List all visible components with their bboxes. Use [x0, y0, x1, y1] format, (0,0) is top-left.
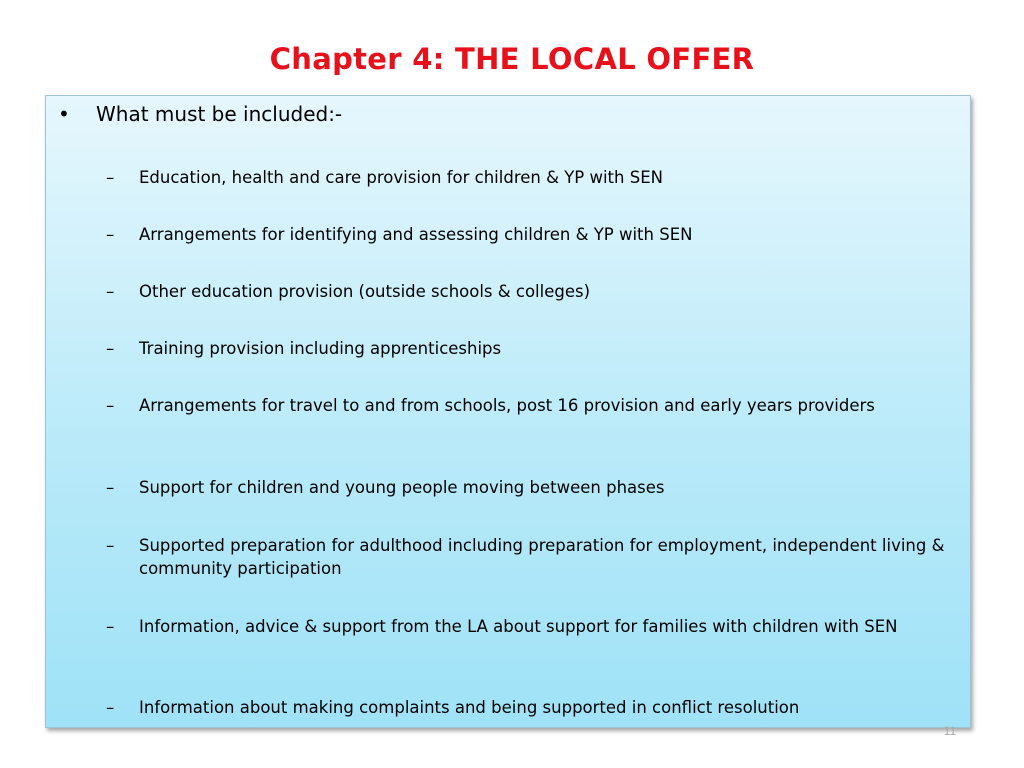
dash-icon: – — [106, 225, 115, 244]
dash-icon: – — [106, 282, 115, 301]
sub-item-text: Arrangements for identifying and assessing children & YP with SEN — [139, 225, 693, 244]
main-bullet-text: What must be included:- — [96, 102, 343, 126]
sub-item-text: Education, health and care provision for children & YP with SEN — [139, 168, 663, 187]
dash-icon: – — [106, 396, 115, 415]
dash-icon: – — [106, 168, 115, 187]
sub-item-text: Information about making complaints and being supported in conflict resolution — [139, 698, 800, 717]
dash-icon: – — [106, 617, 115, 636]
dash-icon: – — [106, 536, 115, 555]
dash-icon: – — [106, 698, 115, 717]
sub-item-text: Other education provision (outside schools & colleges) — [139, 282, 591, 301]
slide-title: Chapter 4: THE LOCAL OFFER — [269, 42, 755, 76]
bullet-icon: • — [58, 102, 70, 126]
content-box — [45, 95, 971, 728]
sub-item-text: Training provision including apprenticeships — [139, 339, 502, 358]
sub-item-text: Supported preparation for adulthood including preparation for employment, independent living & community participation — [139, 536, 945, 578]
sub-item-text: Arrangements for travel to and from schools, post 16 provision and early years providers — [139, 396, 875, 415]
page-number: 11 — [943, 724, 957, 738]
sub-item-text: Support for children and young people moving between phases — [139, 478, 665, 497]
sub-item-text: Information, advice & support from the LA about support for families with children with SEN — [139, 617, 898, 636]
dash-icon: – — [106, 478, 115, 497]
dash-icon: – — [106, 339, 115, 358]
